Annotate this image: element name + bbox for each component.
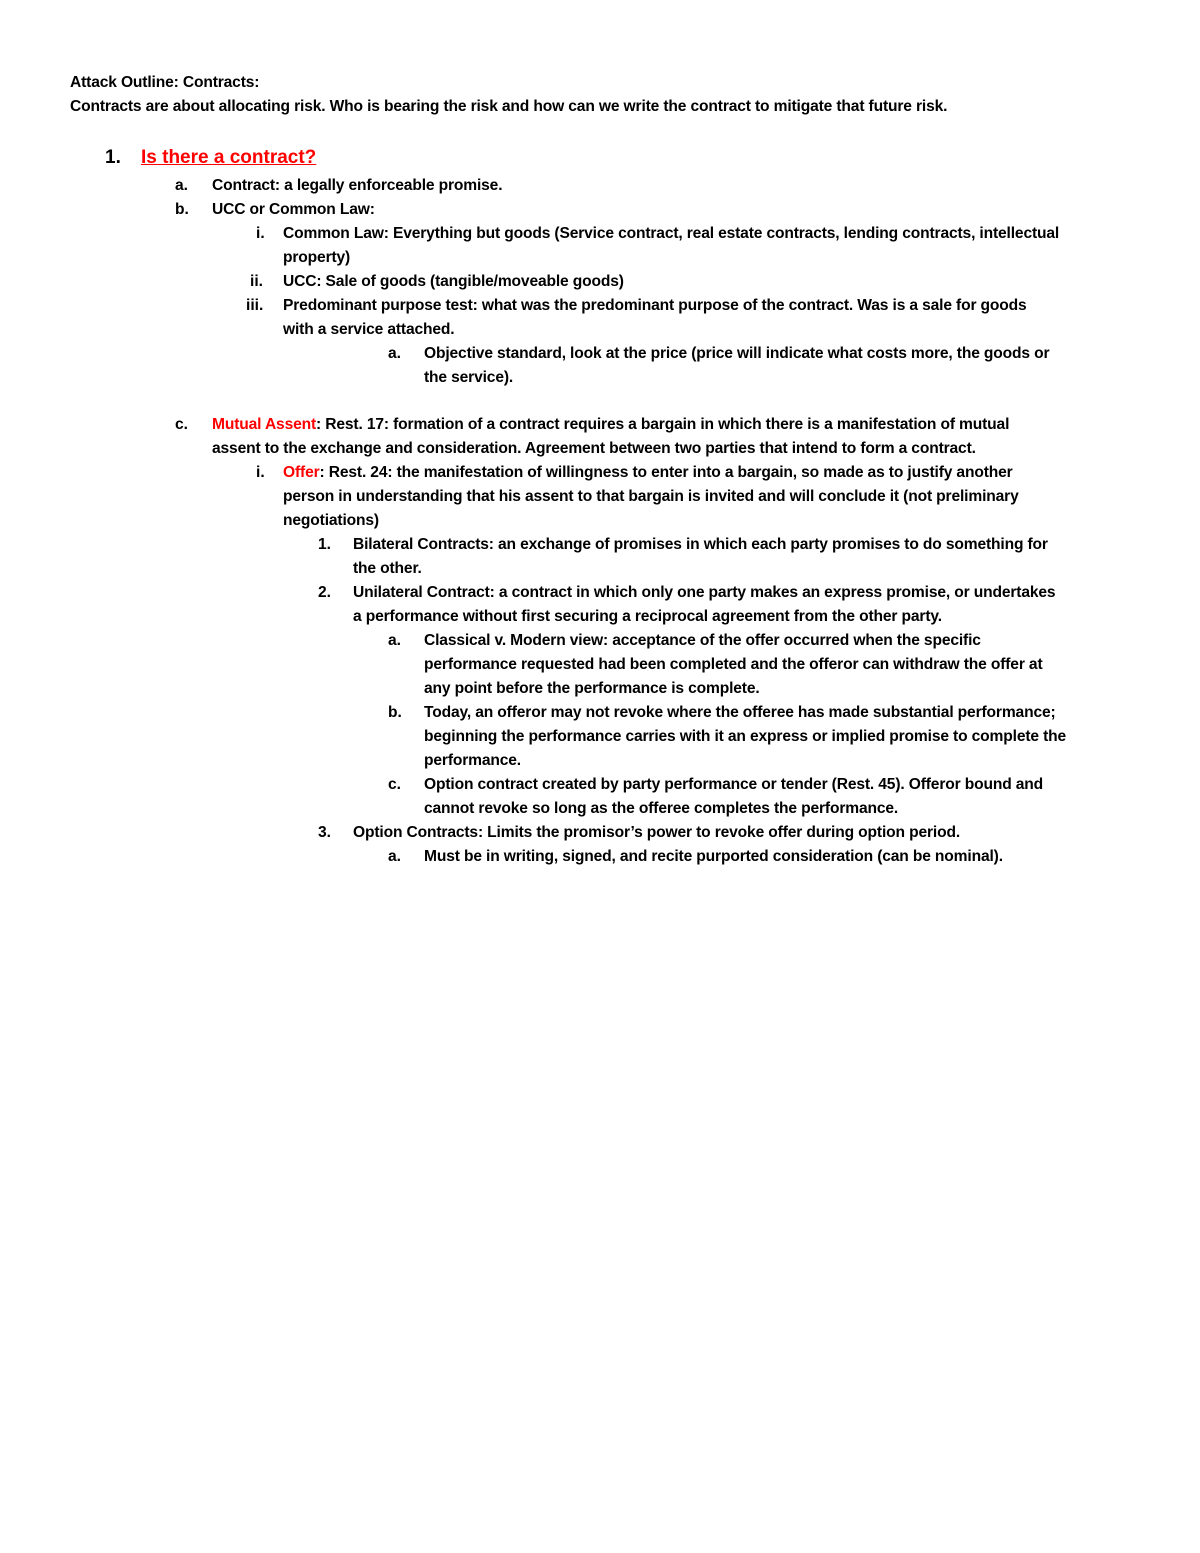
item-c-i-line1-rest: : Rest. 24: the manifestation of willingness to enter into a bargain, so made as to justify another [319, 464, 1013, 481]
item-c-i-1-line2: the other. [353, 560, 422, 577]
item-marker-c-i-2-c: c. [388, 776, 402, 793]
item-c-i-line3: negotiations) [283, 512, 379, 529]
item-c-i-2-a-line2: performance requested had been completed and the offeror can withdraw the offer at [424, 656, 1043, 673]
item-b-ii-text: UCC: Sale of goods (tangible/moveable goods) [283, 273, 624, 290]
item-c-i-2-b-line1: Today, an offeror may not revoke where the offeree has made substantial performance; [424, 704, 1056, 721]
intro-paragraph: Contracts are about allocating risk. Who is bearing the risk and how can we write the contract to mitigate that future risk. [70, 98, 948, 115]
item-marker-b-ii: ii. [250, 273, 263, 290]
item-c-i-line1 [283, 461, 1013, 485]
item-b-iii-line2: with a service attached. [283, 321, 455, 338]
item-b-i-line2: property) [283, 249, 351, 266]
item-c-i-2-c-line1: Option contract created by party performance or tender (Rest. 45). Offeror bound and [424, 776, 1044, 793]
item-c-i-3-a-text: Must be in writing, signed, and recite purported consideration (can be nominal). [424, 848, 1003, 865]
item-marker-b: b. [175, 201, 189, 218]
item-marker-b-iii-a: a. [388, 345, 402, 362]
item-marker-c-i-2-a: a. [388, 632, 402, 649]
item-marker-c: c. [175, 416, 189, 433]
item-c-i-line2: person in understanding that his assent to that bargain is invited and will conclude it (not preliminary [283, 488, 1019, 505]
item-marker-c-i: i. [256, 464, 265, 481]
item-c-line1 [212, 413, 1009, 437]
item-c-i-2-a-line3: any point before the performance is complete. [424, 680, 760, 697]
item-b-text: UCC or Common Law: [212, 201, 375, 218]
item-a-text: Contract: a legally enforceable promise. [212, 177, 503, 194]
item-marker-a: a. [175, 177, 189, 194]
item-c-i-2-line2: a performance without first securing a reciprocal agreement from the other party. [353, 608, 942, 625]
item-c-i-2-c-line2: cannot revoke so long as the offeree completes the performance. [424, 800, 899, 817]
item-c-line2: assent to the exchange and consideration. Agreement between two parties that intend to form a contract. [212, 440, 976, 457]
item-b-iii-line1: Predominant purpose test: what was the predominant purpose of the contract. Was is a sale for goods [283, 297, 1027, 314]
item-c-i-2-a-line1: Classical v. Modern view: acceptance of the offer occurred when the specific [424, 632, 981, 649]
item-marker-c-i-3-a: a. [388, 848, 402, 865]
item-c-i-2-b-line2: beginning the performance carries with it an express or implied promise to complete the [424, 728, 1067, 745]
item-c-i-2-b-line3: performance. [424, 752, 521, 769]
mutual-assent-term: Mutual Assent [212, 416, 317, 433]
item-marker-b-i: i. [256, 225, 265, 242]
item-marker-b-iii: iii. [246, 297, 264, 314]
section-heading: Is there a contract? [141, 147, 317, 168]
item-marker-c-i-2-b: b. [388, 704, 402, 721]
item-c-i-2-line1: Unilateral Contract: a contract in which only one party makes an express promise, or undertakes [353, 584, 1056, 601]
item-b-i-line1: Common Law: Everything but goods (Service contract, real estate contracts, lending contracts, intellectual [283, 225, 1060, 242]
item-marker-c-i-1: 1. [318, 536, 332, 553]
item-c-i-1-line1: Bilateral Contracts: an exchange of promises in which each party promises to do something for [353, 536, 1048, 553]
item-b-iii-a-line2: the service). [424, 369, 514, 386]
item-b-iii-a-line1: Objective standard, look at the price (price will indicate what costs more, the goods or [424, 345, 1050, 362]
document-title: Attack Outline: Contracts: [70, 74, 260, 91]
section-marker-1: 1. [105, 147, 121, 168]
item-marker-c-i-2: 2. [318, 584, 332, 601]
item-c-line1-rest: : Rest. 17: formation of a contract requires a bargain in which there is a manifestation of mutual [316, 416, 1010, 433]
offer-term: Offer [283, 464, 320, 481]
item-marker-c-i-3: 3. [318, 824, 332, 841]
item-c-i-3-text: Option Contracts: Limits the promisor’s power to revoke offer during option period. [353, 824, 960, 841]
